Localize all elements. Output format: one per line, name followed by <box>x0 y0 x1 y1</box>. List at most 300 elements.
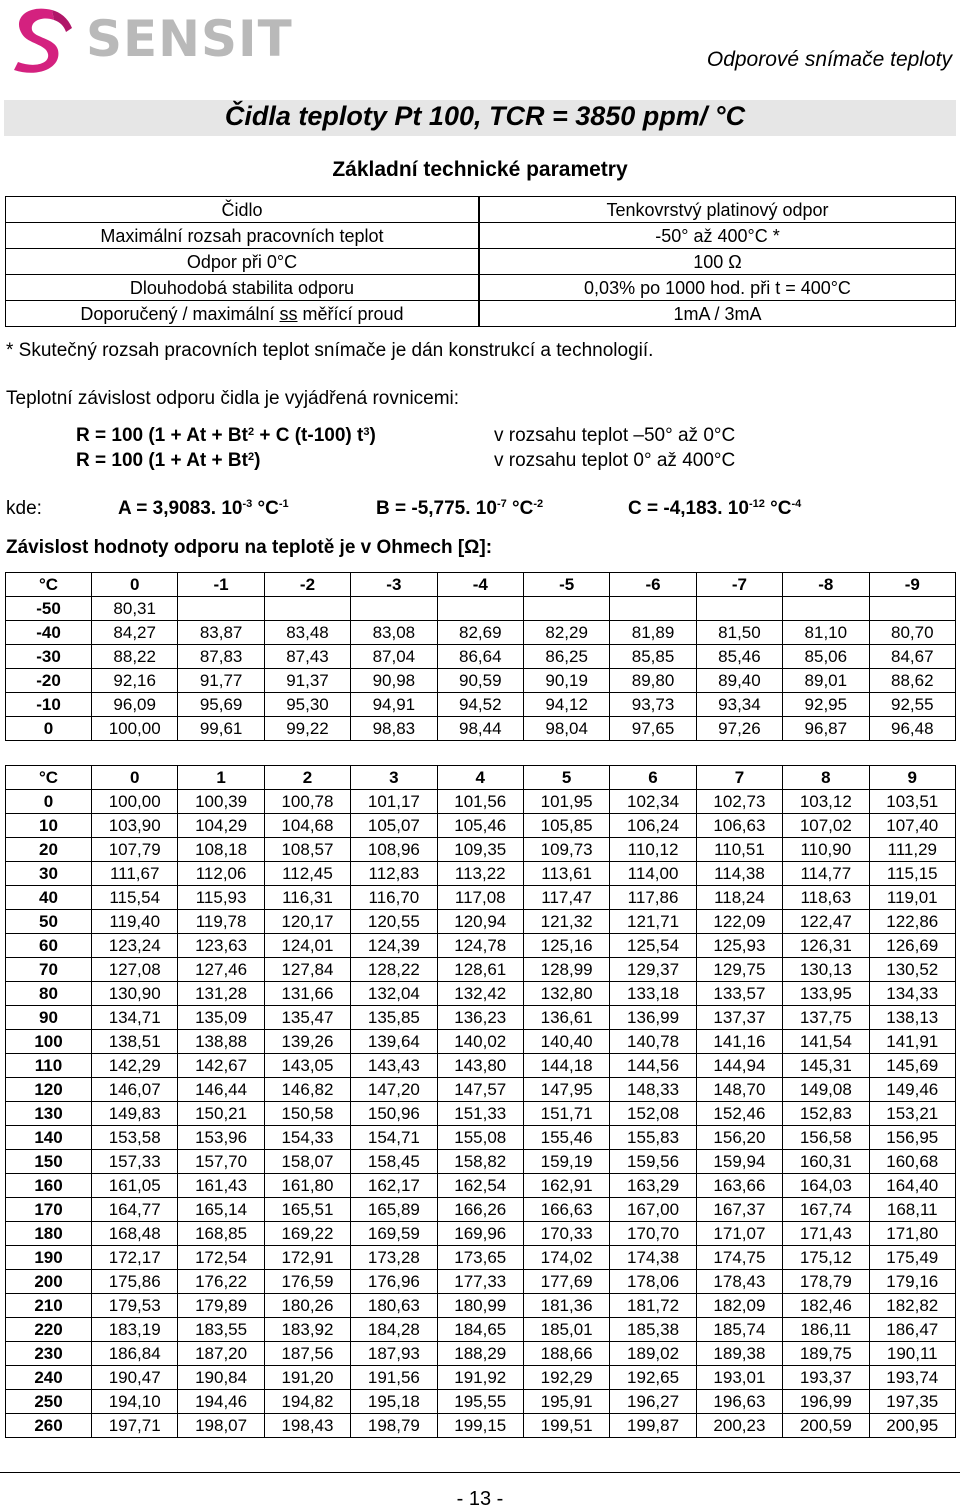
table-header-cell: -3 <box>351 573 437 597</box>
resistance-cell: 164,03 <box>783 1174 869 1198</box>
resistance-cell <box>783 597 869 621</box>
resistance-cell: 193,37 <box>783 1366 869 1390</box>
table-header-cell: 4 <box>437 766 523 790</box>
resistance-cell: 185,74 <box>696 1318 782 1342</box>
resistance-cell: 90,59 <box>437 669 523 693</box>
table-row <box>6 1150 956 1174</box>
resistance-cell: 183,19 <box>92 1318 178 1342</box>
resistance-cell: 187,20 <box>178 1342 264 1366</box>
resistance-cell: 120,94 <box>437 910 523 934</box>
resistance-cell: 128,61 <box>437 958 523 982</box>
table-header-cell: -9 <box>869 573 955 597</box>
resistance-cell: 112,83 <box>351 862 437 886</box>
resistance-cell: 83,87 <box>178 621 264 645</box>
resistance-cell: 195,18 <box>351 1390 437 1414</box>
resistance-cell: 137,75 <box>783 1006 869 1030</box>
resistance-cell: 97,65 <box>610 717 696 741</box>
eq-sup: 2 <box>247 426 255 438</box>
resistance-cell: 127,84 <box>264 958 350 982</box>
resistance-cell: 159,94 <box>696 1150 782 1174</box>
table-row <box>6 1102 956 1126</box>
resistance-cell: 135,85 <box>351 1006 437 1030</box>
resistance-cell: 81,50 <box>696 621 782 645</box>
resistance-cell: 107,79 <box>92 838 178 862</box>
resistance-cell: 121,71 <box>610 910 696 934</box>
resistance-cell: 92,16 <box>92 669 178 693</box>
resistance-cell: 110,90 <box>783 838 869 862</box>
resistance-cell: 199,15 <box>437 1414 523 1438</box>
resistance-cell: 146,44 <box>178 1078 264 1102</box>
resistance-cell: 139,26 <box>264 1030 350 1054</box>
resistance-cell: 105,85 <box>523 814 609 838</box>
equation-2 <box>76 450 260 472</box>
resistance-cell: 105,07 <box>351 814 437 838</box>
resistance-cell: 108,57 <box>264 838 350 862</box>
resistance-cell: 166,63 <box>523 1198 609 1222</box>
resistance-cell: 145,69 <box>869 1054 955 1078</box>
param-label-underlined: ss <box>279 303 298 324</box>
resistance-cell: 85,06 <box>783 645 869 669</box>
resistance-cell: 138,13 <box>869 1006 955 1030</box>
table-row <box>6 1246 956 1270</box>
resistance-cell <box>523 597 609 621</box>
table-header-cell: 6 <box>610 766 696 790</box>
resistance-cell: 167,00 <box>610 1198 696 1222</box>
resistance-cell: 80,31 <box>92 597 178 621</box>
resistance-cell: 151,71 <box>523 1102 609 1126</box>
resistance-cell: 181,36 <box>523 1294 609 1318</box>
eq-part: ) <box>254 450 261 471</box>
resistance-cell: 164,77 <box>92 1198 178 1222</box>
param-row <box>6 223 956 249</box>
resistance-cell: 85,85 <box>610 645 696 669</box>
resistance-cell: 153,21 <box>869 1102 955 1126</box>
resistance-cell: 153,58 <box>92 1126 178 1150</box>
table-header-row <box>6 573 956 597</box>
resistance-cell: 107,40 <box>869 814 955 838</box>
row-temperature-cell: 80 <box>6 982 92 1006</box>
resistance-cell: 109,73 <box>523 838 609 862</box>
resistance-cell: 153,96 <box>178 1126 264 1150</box>
resistance-cell: 142,67 <box>178 1054 264 1078</box>
table-row <box>6 1342 956 1366</box>
resistance-cell: 143,80 <box>437 1054 523 1078</box>
resistance-cell: 117,08 <box>437 886 523 910</box>
resistance-cell: 122,09 <box>696 910 782 934</box>
resistance-cell: 102,73 <box>696 790 782 814</box>
table-header-cell: 3 <box>351 766 437 790</box>
resistance-cell: 190,47 <box>92 1366 178 1390</box>
row-temperature-cell: 210 <box>6 1294 92 1318</box>
resistance-cell: 175,49 <box>869 1246 955 1270</box>
coef-unit-exp: -4 <box>791 498 802 510</box>
table-header-cell: 2 <box>264 766 350 790</box>
resistance-cell: 157,33 <box>92 1150 178 1174</box>
resistance-cell: 118,63 <box>783 886 869 910</box>
resistance-cell: 122,86 <box>869 910 955 934</box>
resistance-cell: 107,02 <box>783 814 869 838</box>
resistance-cell: 110,12 <box>610 838 696 862</box>
resistance-cell: 113,22 <box>437 862 523 886</box>
resistance-cell: 198,79 <box>351 1414 437 1438</box>
param-row <box>6 301 956 327</box>
resistance-cell: 104,68 <box>264 814 350 838</box>
resistance-cell: 111,67 <box>92 862 178 886</box>
resistance-cell: 90,98 <box>351 669 437 693</box>
resistance-cell: 116,31 <box>264 886 350 910</box>
table-row <box>6 1054 956 1078</box>
resistance-cell: 188,29 <box>437 1342 523 1366</box>
resistance-cell: 198,07 <box>178 1414 264 1438</box>
resistance-cell: 168,11 <box>869 1198 955 1222</box>
resistance-cell: 96,87 <box>783 717 869 741</box>
resistance-cell: 117,86 <box>610 886 696 910</box>
resistance-cell: 172,54 <box>178 1246 264 1270</box>
resistance-cell: 120,17 <box>264 910 350 934</box>
resistance-cell: 200,59 <box>783 1414 869 1438</box>
table-row <box>6 838 956 862</box>
resistance-cell: 81,10 <box>783 621 869 645</box>
eq-sup: 2 <box>247 451 255 463</box>
table-header-cell: -1 <box>178 573 264 597</box>
table-row <box>6 934 956 958</box>
table-row <box>6 1366 956 1390</box>
resistance-cell: 83,48 <box>264 621 350 645</box>
resistance-cell: 144,94 <box>696 1054 782 1078</box>
resistance-cell: 180,26 <box>264 1294 350 1318</box>
table-header-cell: -4 <box>437 573 523 597</box>
resistance-cell: 196,63 <box>696 1390 782 1414</box>
resistance-cell: 152,46 <box>696 1102 782 1126</box>
resistance-cell: 183,55 <box>178 1318 264 1342</box>
coef-unit: °C <box>252 498 279 519</box>
resistance-cell: 131,66 <box>264 982 350 1006</box>
resistance-cell: 127,46 <box>178 958 264 982</box>
row-temperature-cell: 50 <box>6 910 92 934</box>
resistance-cell: 93,34 <box>696 693 782 717</box>
table-row <box>6 1390 956 1414</box>
row-temperature-cell: 220 <box>6 1318 92 1342</box>
resistance-cell: 197,71 <box>92 1414 178 1438</box>
coef-base: C = -4,183. 10 <box>628 498 749 519</box>
resistance-cell: 194,46 <box>178 1390 264 1414</box>
resistance-cell: 143,43 <box>351 1054 437 1078</box>
resistance-cell: 133,95 <box>783 982 869 1006</box>
resistance-cell: 147,57 <box>437 1078 523 1102</box>
row-temperature-cell: 90 <box>6 1006 92 1030</box>
resistance-cell: 101,17 <box>351 790 437 814</box>
resistance-cell: 192,29 <box>523 1366 609 1390</box>
resistance-cell: 128,99 <box>523 958 609 982</box>
table-row <box>6 1294 956 1318</box>
resistance-cell: 161,43 <box>178 1174 264 1198</box>
resistance-cell: 178,06 <box>610 1270 696 1294</box>
resistance-cell: 194,82 <box>264 1390 350 1414</box>
resistance-cell: 134,33 <box>869 982 955 1006</box>
param-row <box>6 197 956 223</box>
eq-part: R = 100 (1 + At + Bt <box>76 450 248 471</box>
row-temperature-cell: 0 <box>6 790 92 814</box>
resistance-cell: 121,32 <box>523 910 609 934</box>
resistance-cell: 103,90 <box>92 814 178 838</box>
resistance-cell: 179,89 <box>178 1294 264 1318</box>
resistance-cell: 160,31 <box>783 1150 869 1174</box>
resistance-cell: 105,46 <box>437 814 523 838</box>
resistance-cell: 98,44 <box>437 717 523 741</box>
resistance-cell: 160,68 <box>869 1150 955 1174</box>
resistance-cell: 152,08 <box>610 1102 696 1126</box>
resistance-cell: 136,99 <box>610 1006 696 1030</box>
resistance-cell: 178,43 <box>696 1270 782 1294</box>
table-header-cell: -5 <box>523 573 609 597</box>
resistance-cell: 158,45 <box>351 1150 437 1174</box>
resistance-cell: 100,39 <box>178 790 264 814</box>
coef-unit-exp: -2 <box>533 498 544 510</box>
resistance-cell: 106,63 <box>696 814 782 838</box>
resistance-cell: 168,85 <box>178 1222 264 1246</box>
row-temperature-cell: 140 <box>6 1126 92 1150</box>
resistance-cell: 159,19 <box>523 1150 609 1174</box>
table-row <box>6 1414 956 1438</box>
resistance-cell: 182,09 <box>696 1294 782 1318</box>
resistance-cell: 140,02 <box>437 1030 523 1054</box>
resistance-cell <box>610 597 696 621</box>
resistance-cell: 101,95 <box>523 790 609 814</box>
row-temperature-cell: 190 <box>6 1246 92 1270</box>
table-header-cell: -6 <box>610 573 696 597</box>
resistance-cell: 109,35 <box>437 838 523 862</box>
resistance-cell: 140,40 <box>523 1030 609 1054</box>
resistance-cell: 103,51 <box>869 790 955 814</box>
resistance-cell: 191,20 <box>264 1366 350 1390</box>
resistance-cell: 82,29 <box>523 621 609 645</box>
row-temperature-cell: -30 <box>6 645 92 669</box>
resistance-cell: 173,65 <box>437 1246 523 1270</box>
resistance-cell: 176,22 <box>178 1270 264 1294</box>
row-temperature-cell: 150 <box>6 1150 92 1174</box>
resistance-cell: 164,40 <box>869 1174 955 1198</box>
resistance-cell: 186,84 <box>92 1342 178 1366</box>
coef-unit: °C <box>764 498 792 519</box>
resistance-cell: 174,02 <box>523 1246 609 1270</box>
resistance-cell: 126,69 <box>869 934 955 958</box>
resistance-cell: 159,56 <box>610 1150 696 1174</box>
table-header-cell: -8 <box>783 573 869 597</box>
resistance-cell: 130,13 <box>783 958 869 982</box>
param-value: 0,03% po 1000 hod. při t = 400°C <box>480 275 956 301</box>
resistance-cell: 124,78 <box>437 934 523 958</box>
table-header-row <box>6 766 956 790</box>
resistance-cell: 134,71 <box>92 1006 178 1030</box>
table-row <box>6 669 956 693</box>
resistance-cell: 114,38 <box>696 862 782 886</box>
table-row <box>6 886 956 910</box>
resistance-cell: 117,47 <box>523 886 609 910</box>
resistance-cell <box>869 597 955 621</box>
resistance-cell: 84,27 <box>92 621 178 645</box>
resistance-cell: 139,64 <box>351 1030 437 1054</box>
resistance-cell: 136,61 <box>523 1006 609 1030</box>
resistance-cell: 85,46 <box>696 645 782 669</box>
resistance-cell: 123,24 <box>92 934 178 958</box>
resistance-cell: 150,58 <box>264 1102 350 1126</box>
resistance-cell: 181,72 <box>610 1294 696 1318</box>
resistance-cell: 186,47 <box>869 1318 955 1342</box>
resistance-cell: 149,08 <box>783 1078 869 1102</box>
resistance-cell <box>437 597 523 621</box>
resistance-cell: 144,18 <box>523 1054 609 1078</box>
resistance-cell: 157,70 <box>178 1150 264 1174</box>
resistance-cell: 190,84 <box>178 1366 264 1390</box>
coef-exp: -7 <box>496 498 507 510</box>
resistance-cell <box>351 597 437 621</box>
table-header-cell: 0 <box>92 573 178 597</box>
table-row <box>6 1174 956 1198</box>
coefficient-a <box>118 498 289 520</box>
coefficient-c <box>628 498 801 520</box>
resistance-cell: 190,11 <box>869 1342 955 1366</box>
resistance-cell: 180,63 <box>351 1294 437 1318</box>
resistance-cell: 135,47 <box>264 1006 350 1030</box>
resistance-cell: 88,62 <box>869 669 955 693</box>
table-header-cell: 8 <box>783 766 869 790</box>
resistance-cell: 89,01 <box>783 669 869 693</box>
resistance-cell: 97,26 <box>696 717 782 741</box>
resistance-cell: 114,00 <box>610 862 696 886</box>
resistance-cell: 99,22 <box>264 717 350 741</box>
resistance-cell: 166,26 <box>437 1198 523 1222</box>
resistance-cell: 132,80 <box>523 982 609 1006</box>
resistance-cell: 193,01 <box>696 1366 782 1390</box>
resistance-cell: 132,04 <box>351 982 437 1006</box>
coefficients-label: kde: <box>6 498 42 519</box>
table-row <box>6 645 956 669</box>
resistance-cell: 141,16 <box>696 1030 782 1054</box>
resistance-cell: 158,82 <box>437 1150 523 1174</box>
table-row <box>6 1006 956 1030</box>
resistance-cell: 200,23 <box>696 1414 782 1438</box>
resistance-cell: 174,38 <box>610 1246 696 1270</box>
resistance-cell: 83,08 <box>351 621 437 645</box>
resistance-cell: 86,64 <box>437 645 523 669</box>
equation-2-range: v rozsahu teplot 0° až 400°C <box>494 450 736 471</box>
page-title-text: Čidla teploty Pt 100, TCR = 3850 ppm/ °C <box>224 101 746 131</box>
eq-part: + C (t-100) t <box>254 425 364 446</box>
resistance-cell: 168,48 <box>92 1222 178 1246</box>
resistance-cell: 106,24 <box>610 814 696 838</box>
resistance-cell: 179,16 <box>869 1270 955 1294</box>
row-temperature-cell: 10 <box>6 814 92 838</box>
table-header-cell: -2 <box>264 573 350 597</box>
resistance-cell: 118,24 <box>696 886 782 910</box>
resistance-cell: 135,09 <box>178 1006 264 1030</box>
resistance-cell: 89,40 <box>696 669 782 693</box>
resistance-cell: 130,90 <box>92 982 178 1006</box>
resistance-cell: 110,51 <box>696 838 782 862</box>
param-value: Tenkovrstvý platinový odpor <box>480 197 956 223</box>
resistance-cell: 87,43 <box>264 645 350 669</box>
resistance-cell: 173,28 <box>351 1246 437 1270</box>
param-label-part: měřící proud <box>297 303 404 324</box>
footnote: * Skutečný rozsah pracovních teplot snímače je dán konstrukcí a technologií. <box>6 340 654 361</box>
resistance-cell: 98,83 <box>351 717 437 741</box>
resistance-cell: 146,07 <box>92 1078 178 1102</box>
resistance-cell: 162,91 <box>523 1174 609 1198</box>
resistance-cell: 172,17 <box>92 1246 178 1270</box>
resistance-cell: 123,63 <box>178 934 264 958</box>
resistance-cell: 154,33 <box>264 1126 350 1150</box>
row-temperature-cell: 30 <box>6 862 92 886</box>
param-value: -50° až 400°C * <box>480 223 956 249</box>
resistance-cell: 144,56 <box>610 1054 696 1078</box>
row-temperature-cell: 160 <box>6 1174 92 1198</box>
resistance-cell: 179,53 <box>92 1294 178 1318</box>
resistance-cell: 191,92 <box>437 1366 523 1390</box>
resistance-cell: 171,43 <box>783 1222 869 1246</box>
resistance-cell: 127,08 <box>92 958 178 982</box>
resistance-cell: 182,46 <box>783 1294 869 1318</box>
resistance-cell: 141,91 <box>869 1030 955 1054</box>
equation-1-range: v rozsahu teplot –50° až 0°C <box>494 425 736 446</box>
resistance-cell: 147,20 <box>351 1078 437 1102</box>
param-label: Maximální rozsah pracovních teplot <box>6 223 479 249</box>
resistance-cell: 193,74 <box>869 1366 955 1390</box>
table-row <box>6 1126 956 1150</box>
resistance-cell: 96,48 <box>869 717 955 741</box>
table-row <box>6 1078 956 1102</box>
resistance-cell: 199,51 <box>523 1414 609 1438</box>
resistance-cell: 152,83 <box>783 1102 869 1126</box>
resistance-cell: 132,42 <box>437 982 523 1006</box>
row-temperature-cell: -20 <box>6 669 92 693</box>
resistance-cell: 124,01 <box>264 934 350 958</box>
resistance-cell: 113,61 <box>523 862 609 886</box>
resistance-cell: 84,67 <box>869 645 955 669</box>
resistance-cell: 156,20 <box>696 1126 782 1150</box>
row-temperature-cell: 120 <box>6 1078 92 1102</box>
table-row <box>6 958 956 982</box>
table-row <box>6 1270 956 1294</box>
eq-part: R = 100 (1 + At + Bt <box>76 425 248 446</box>
coef-base: B = -5,775. 10 <box>376 498 497 519</box>
row-temperature-cell: 230 <box>6 1342 92 1366</box>
param-value: 100 Ω <box>480 249 956 275</box>
resistance-cell: 130,52 <box>869 958 955 982</box>
resistance-cell: 195,91 <box>523 1390 609 1414</box>
resistance-cell: 108,18 <box>178 838 264 862</box>
resistance-cell: 189,02 <box>610 1342 696 1366</box>
resistance-cell: 94,91 <box>351 693 437 717</box>
resistance-cell: 184,65 <box>437 1318 523 1342</box>
table-row <box>6 1030 956 1054</box>
eq-sup: 3 <box>363 426 370 438</box>
sensit-logo <box>8 4 293 74</box>
table-header-cell: 5 <box>523 766 609 790</box>
resistance-cell: 133,18 <box>610 982 696 1006</box>
row-temperature-cell: 40 <box>6 886 92 910</box>
resistance-cell: 183,92 <box>264 1318 350 1342</box>
resistance-cell: 90,19 <box>523 669 609 693</box>
resistance-cell: 155,83 <box>610 1126 696 1150</box>
row-temperature-cell: 250 <box>6 1390 92 1414</box>
resistance-cell: 103,12 <box>783 790 869 814</box>
resistance-cell: 119,40 <box>92 910 178 934</box>
row-temperature-cell: 110 <box>6 1054 92 1078</box>
resistance-cell: 100,00 <box>92 717 178 741</box>
row-temperature-cell: 60 <box>6 934 92 958</box>
resistance-cell: 171,80 <box>869 1222 955 1246</box>
resistance-cell: 174,75 <box>696 1246 782 1270</box>
